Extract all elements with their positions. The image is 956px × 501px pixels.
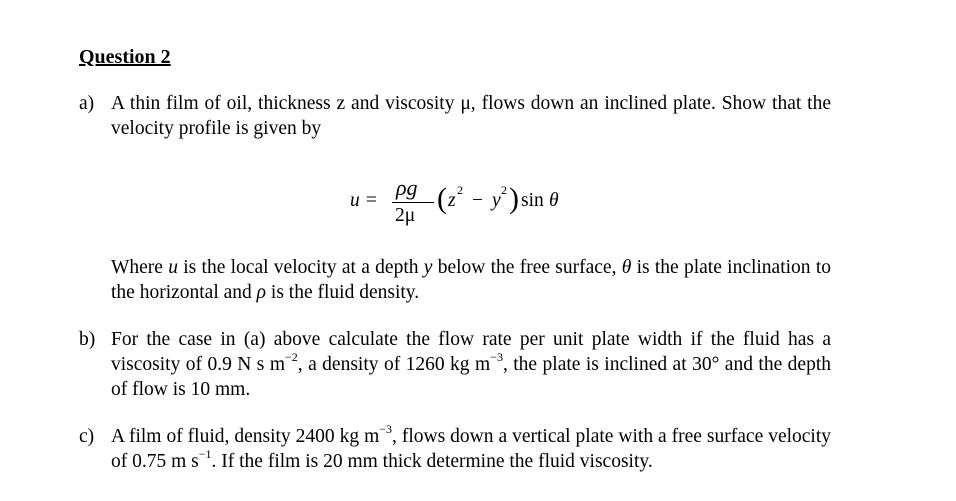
where-text-3: below the free surface, bbox=[432, 257, 622, 278]
part-a-label: a) bbox=[79, 93, 95, 114]
part-c-text bbox=[111, 421, 832, 474]
eq-denominator: 2μ bbox=[395, 205, 416, 226]
part-b bbox=[79, 327, 839, 402]
eq-open-paren: ( bbox=[437, 182, 447, 215]
eq-lhs: u = bbox=[350, 190, 378, 211]
where-text bbox=[111, 255, 831, 305]
part-b-text bbox=[111, 327, 831, 402]
eq-close-paren: ) bbox=[509, 182, 519, 215]
part-b-text-3: , the plate is inclined at 30° and the depth of flow is 10 mm. bbox=[111, 354, 831, 400]
part-a-text: A thin film of oil, thickness z and viscosity μ, flows down an inclined plate. Show that the velocity profile is given by bbox=[111, 93, 831, 139]
eq-z-exponent: 2 bbox=[457, 183, 463, 197]
part-b-exp-1: −2 bbox=[284, 349, 298, 364]
part-a bbox=[79, 91, 839, 141]
part-c-exp-1: −3 bbox=[379, 421, 393, 436]
part-c-text-3: . If the film is 20 mm thick determine the fluid viscosity. bbox=[211, 451, 653, 472]
part-b-text-1: For the case in (a) above calculate the flow rate per unit plate width if the fluid has a viscosity of 0.9 N s m bbox=[111, 329, 831, 375]
eq-sin: sin bbox=[521, 190, 544, 211]
where-u: u bbox=[168, 257, 178, 278]
part-b-text-2: , a density of 1260 kg m bbox=[297, 354, 491, 375]
eq-theta: θ bbox=[549, 190, 559, 211]
part-c-exp-2: −1 bbox=[198, 446, 212, 461]
velocity-equation bbox=[350, 172, 590, 232]
part-c bbox=[79, 421, 839, 474]
part-c-text-2: , flows down a vertical plate with a free surface velocity of 0.75 m s bbox=[111, 426, 832, 472]
eq-z: z bbox=[448, 190, 456, 211]
part-c-text-1: A film of fluid, density 2400 kg m bbox=[111, 426, 380, 447]
where-theta: θ bbox=[621, 257, 632, 278]
part-c-label: c) bbox=[79, 426, 95, 447]
eq-y-exponent: 2 bbox=[501, 183, 507, 197]
eq-numerator: ρg bbox=[396, 175, 418, 200]
where-text-4: is the plate inclination to the horizontal and bbox=[111, 257, 831, 303]
eq-y: y bbox=[492, 190, 501, 211]
where-y: y bbox=[423, 257, 433, 278]
part-b-label: b) bbox=[79, 329, 96, 350]
where-text-1: Where bbox=[111, 257, 169, 278]
where-text-2: is the local velocity at a depth bbox=[177, 257, 424, 278]
part-a-where bbox=[79, 255, 839, 305]
question-title: Question 2 bbox=[79, 46, 171, 68]
where-rho: ρ bbox=[256, 282, 267, 303]
eq-minus: − bbox=[472, 190, 483, 211]
where-text-5: is the fluid density. bbox=[266, 282, 420, 303]
part-b-exp-2: −3 bbox=[490, 349, 503, 364]
